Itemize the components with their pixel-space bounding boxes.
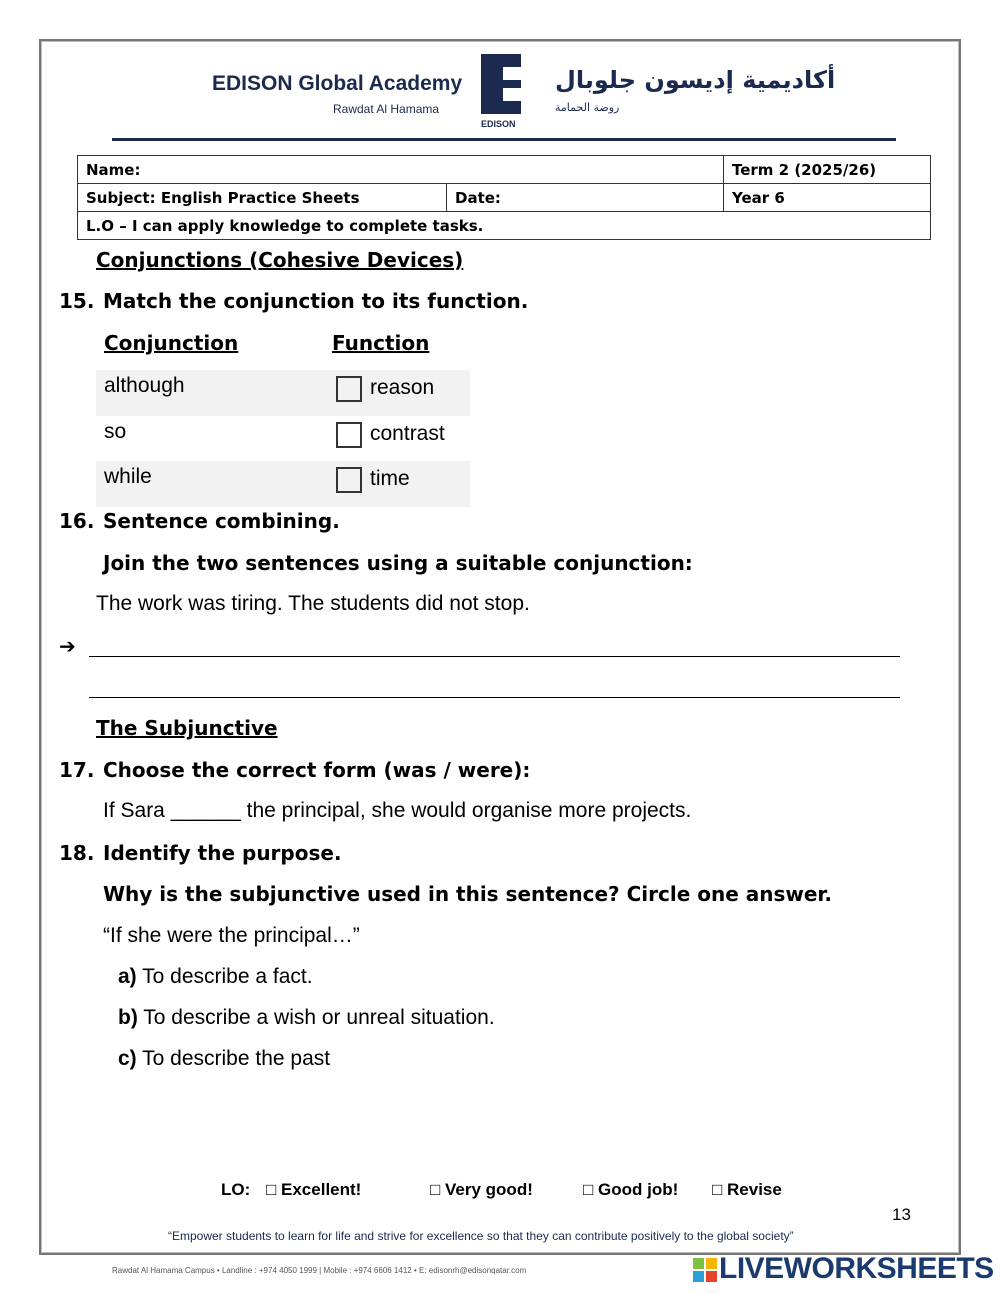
q18-quote: “If she were the principal…” [103, 924, 360, 947]
q18-instruction: Why is the subjunctive used in this sentence? Circle one answer. [103, 882, 833, 906]
col-header-conjunction: Conjunction [104, 331, 239, 355]
campus-ar: روضة الحمامة [555, 101, 620, 114]
logo-text: EDISON [481, 119, 516, 129]
arrow-icon: ➔ [59, 634, 76, 658]
campus-en: Rawdat Al Hamama [333, 102, 440, 116]
rating-excellent[interactable] [266, 1180, 361, 1200]
date-field[interactable]: Date: [447, 184, 724, 212]
term-cell: Term 2 (2025/26) [724, 156, 931, 184]
motto: “Empower students to learn for life and strive for excellence so that they can contribute positively to the global society” [168, 1229, 794, 1243]
info-table [77, 155, 931, 240]
option-label: a) [118, 965, 137, 988]
section-title-subjunctive: The Subjunctive [96, 716, 278, 740]
q15-number: 15. [59, 289, 95, 313]
conjunction: so [104, 420, 127, 443]
checkbox-icon: □ [266, 1180, 277, 1199]
option-text: To describe a fact. [142, 965, 313, 988]
checkbox-icon: □ [583, 1180, 594, 1199]
rating-very-good[interactable] [430, 1180, 533, 1200]
option-a[interactable] [118, 965, 313, 989]
checkbox[interactable] [336, 467, 362, 493]
subject-cell: Subject: English Practice Sheets [78, 184, 447, 212]
option-label: b) [118, 1006, 138, 1029]
checkbox[interactable] [336, 422, 362, 448]
rating-good-job[interactable] [583, 1180, 678, 1200]
rating-label: Good job! [598, 1180, 679, 1199]
function: contrast [370, 422, 445, 445]
q18-text: Identify the purpose. [103, 841, 342, 865]
q16-number: 16. [59, 509, 95, 533]
function: reason [370, 376, 435, 399]
header-divider [112, 138, 896, 141]
function: time [370, 467, 410, 490]
lo-label: LO: [221, 1180, 251, 1199]
checkbox[interactable] [336, 376, 362, 402]
option-c[interactable] [118, 1047, 330, 1071]
liveworksheets-logo-icon [693, 1258, 717, 1282]
school-name-en: EDISON Global Academy [212, 72, 463, 95]
q16-sentence: The work was tiring. The students did not stop. [96, 592, 530, 615]
match-row [96, 370, 470, 416]
q16-text: Sentence combining. [103, 509, 340, 533]
option-text: To describe the past [142, 1047, 331, 1070]
q17-sentence: If Sara ______ the principal, she would organise more projects. [103, 799, 692, 822]
checkbox-icon: □ [712, 1180, 723, 1199]
rating-revise[interactable] [712, 1180, 782, 1200]
option-text: To describe a wish or unreal situation. [143, 1006, 495, 1029]
conjunction: while [104, 465, 152, 488]
match-row [96, 461, 470, 507]
q16-instruction: Join the two sentences using a suitable conjunction: [103, 551, 693, 575]
conjunction: although [104, 374, 185, 397]
rating-label: Excellent! [281, 1180, 362, 1199]
answer-line[interactable] [89, 656, 900, 657]
edison-logo-icon [481, 54, 521, 114]
answer-line[interactable] [89, 697, 900, 698]
option-b[interactable] [118, 1006, 495, 1030]
checkbox-icon: □ [430, 1180, 441, 1199]
contact-info: Rawdat Al Hamama Campus • Landline : +974 4050 1999 | Mobile : +974 6606 1412 • E: edisonrh@edisonqatar.com [112, 1266, 527, 1275]
q15-text: Match the conjunction to its function. [103, 289, 529, 313]
section-title-conjunctions: Conjunctions (Cohesive Devices) [96, 248, 464, 272]
match-row [96, 416, 470, 462]
col-header-function: Function [332, 331, 430, 355]
rating-label: Very good! [445, 1180, 533, 1199]
option-label: c) [118, 1047, 137, 1070]
rating-label: Revise [727, 1180, 782, 1199]
school-name-ar: أكاديمية إديسون جلوبال [555, 66, 836, 94]
q17-text: Choose the correct form (was / were): [103, 758, 531, 782]
name-field[interactable]: Name: [78, 156, 724, 184]
q17-number: 17. [59, 758, 95, 782]
liveworksheets-brand[interactable]: LIVEWORKSHEETS [719, 1252, 994, 1285]
lo-cell: L.O – I can apply knowledge to complete tasks. [78, 212, 931, 240]
page-number: 13 [892, 1205, 911, 1224]
q18-number: 18. [59, 841, 95, 865]
year-cell: Year 6 [724, 184, 931, 212]
